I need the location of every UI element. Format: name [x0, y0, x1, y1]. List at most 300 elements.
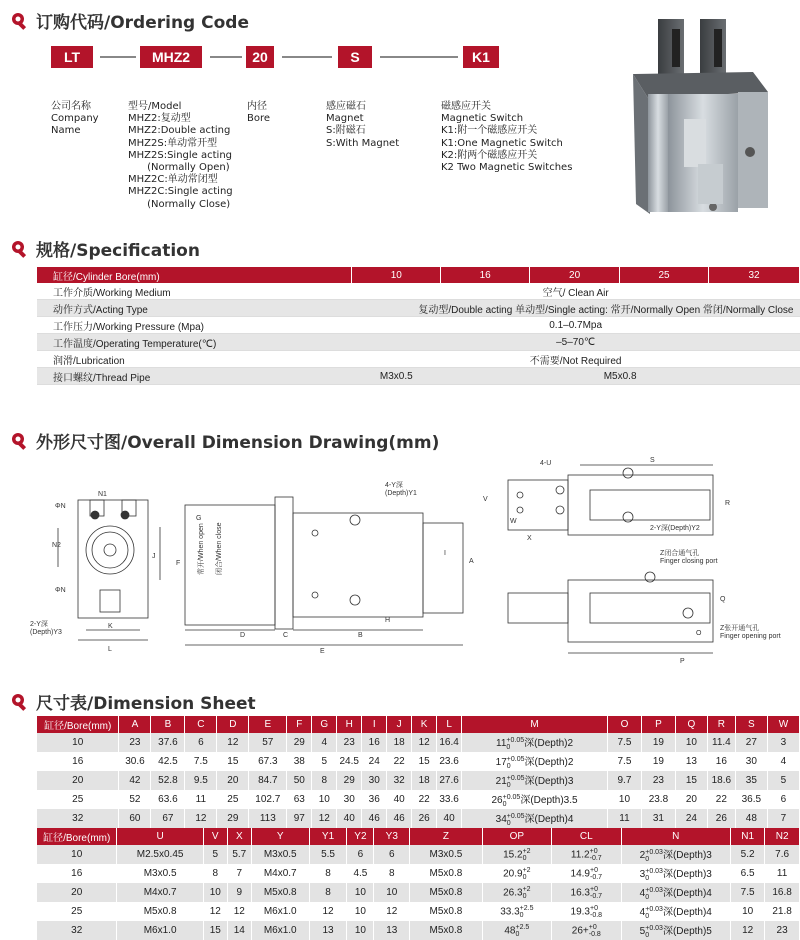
- dim-header-cell: J: [387, 716, 412, 733]
- tol-base: 48: [504, 925, 516, 937]
- dim-cell: 10: [203, 883, 227, 902]
- dim-cell: M4x0.7: [117, 883, 203, 902]
- code-dash: [100, 56, 136, 58]
- dim-cell: 10: [374, 883, 410, 902]
- dim-cell: 18: [412, 771, 437, 790]
- dim-cell: 15: [675, 771, 707, 790]
- tol-tail: 深(Depth)2: [524, 738, 574, 750]
- dim-cell: 19: [641, 733, 675, 752]
- magnet-desc: 感应磁石 Magnet S:附磁石 S:With Magnet: [326, 101, 400, 149]
- dim-cell: 33.6: [437, 790, 462, 809]
- switch-desc: 磁感应开关 Magnetic Switch K1:附一个磁感应开关 K1:One Magnetic Switch K2:附两个磁感应开关 K2 Two Magnetic Switches: [441, 101, 573, 174]
- tol-base: 3: [639, 869, 646, 881]
- dim-cell: 31: [641, 809, 675, 828]
- tol-upper: +0.05: [506, 736, 525, 744]
- tol-tail: 深(Depth)3: [662, 869, 712, 881]
- wrench-icon: [10, 431, 30, 451]
- dim-cell: 24.5: [337, 752, 362, 771]
- tol-base: 26+: [571, 925, 589, 937]
- label-when-open: 常开/When open: [198, 523, 205, 575]
- spec-row-label: 工作温度/Operating Temperature(℃): [37, 334, 352, 351]
- dim-header-cell: N: [621, 828, 731, 845]
- dim-cell: 23: [641, 771, 675, 790]
- tol-upper: +0: [590, 866, 598, 874]
- tol-base: 11: [496, 738, 507, 750]
- tol-tail: 深(Depth)2: [524, 757, 574, 769]
- dim-cell: 42.5: [151, 752, 185, 771]
- bore-desc: 内径 Bore: [247, 101, 271, 125]
- tol-lower: -0.8: [590, 911, 603, 919]
- tol-upper: +0.03: [645, 924, 663, 932]
- dim-cell-n: [621, 921, 731, 940]
- code-mhz2: MHZ2: [140, 46, 202, 68]
- dim-cell: 21.8: [765, 902, 800, 921]
- dim-cell: 6: [347, 845, 374, 864]
- tol-base: 4: [639, 888, 646, 900]
- tol-lower: 0: [506, 762, 511, 770]
- tol-upper: +0.03: [645, 848, 663, 856]
- code-bore: 20: [246, 46, 274, 68]
- dim-cell: 23: [337, 733, 362, 752]
- dim-cell: M3x0.5: [117, 864, 203, 883]
- dim-cell: 12: [185, 809, 217, 828]
- spec-row: [37, 300, 800, 317]
- dim-cell: 16: [362, 733, 387, 752]
- tol-base: 26.3: [503, 887, 523, 899]
- tol-upper: +0: [590, 904, 598, 912]
- tol-base: 5: [639, 926, 646, 938]
- label-v: V: [483, 496, 488, 503]
- dim-cell: 30: [362, 771, 387, 790]
- spec-title-text: 规格/Specification: [36, 241, 200, 261]
- dim-cell: 5.2: [731, 845, 765, 864]
- dim-cell: 46: [362, 809, 387, 828]
- label-f: F: [176, 560, 181, 567]
- wrench-icon: [10, 239, 30, 259]
- dim-cell: 10: [347, 921, 374, 940]
- dim-cell: 11: [607, 809, 641, 828]
- dim-cell: 19: [641, 752, 675, 771]
- dim-cell: M5x0.8: [251, 883, 309, 902]
- dim-cell: 27: [735, 733, 767, 752]
- wrench-icon: [10, 692, 30, 712]
- dim-cell: 36.5: [735, 790, 767, 809]
- tol-tail: 深(Depth)4: [662, 907, 712, 919]
- tolerance: [506, 737, 524, 751]
- tol-lower: 0: [506, 781, 511, 789]
- dim-cell: 7: [767, 809, 799, 828]
- dim-cell: M5x0.8: [410, 864, 482, 883]
- tolerance: [590, 867, 602, 881]
- dimension-row: [37, 771, 800, 790]
- dimension-table-2: [37, 828, 800, 940]
- tol-base: 26: [491, 795, 503, 807]
- tol-upper: +2: [522, 885, 531, 893]
- dim-cell: 13: [374, 921, 410, 940]
- dim-cell: 42: [119, 771, 151, 790]
- dim-cell: 7.6: [765, 845, 800, 864]
- dim-cell: 10: [347, 902, 374, 921]
- tol-upper: +2: [522, 847, 531, 855]
- dim-bore: 20: [37, 883, 117, 902]
- dim-cell: 4.5: [347, 864, 374, 883]
- dimension-table-1: [37, 716, 800, 828]
- dim-cell: 7.5: [731, 883, 765, 902]
- dimension-section-title: [10, 689, 256, 714]
- dim-cell: 15: [203, 921, 227, 940]
- dim-header-cell: R: [707, 716, 735, 733]
- dim-cell: 26: [707, 809, 735, 828]
- dim-cell-n: [621, 845, 731, 864]
- dim-cell: 11: [765, 864, 800, 883]
- tol-upper: +0: [590, 885, 598, 893]
- spec-bore: 25: [620, 267, 709, 283]
- dim-cell: 18: [387, 733, 412, 752]
- tolerance: [503, 794, 521, 808]
- tol-base: 20.9: [503, 868, 523, 880]
- dim-cell: 35: [735, 771, 767, 790]
- label-h: H: [385, 617, 391, 624]
- dim-header-cell: H: [337, 716, 362, 733]
- tol-lower: 0: [645, 855, 650, 863]
- code-magnet: S: [338, 46, 372, 68]
- dim-cell: 97: [287, 809, 312, 828]
- spec-row-label: 工作压力/Working Pressure (Mpa): [37, 317, 352, 334]
- label-k: K: [108, 623, 113, 630]
- dim-header-cell: V: [203, 828, 227, 845]
- tol-upper: +0.05: [506, 755, 525, 763]
- tol-upper: +0.05: [506, 812, 525, 820]
- dim-cell: 8: [203, 864, 227, 883]
- drawing-section-title: [10, 428, 439, 453]
- dim-cell: 8: [312, 771, 337, 790]
- dim-cell-n: [621, 883, 731, 902]
- dim-cell: 12: [309, 902, 347, 921]
- dim-cell: 8: [309, 883, 347, 902]
- dim-cell: 50: [287, 771, 312, 790]
- tol-lower: 0: [506, 743, 511, 751]
- dim-cell: 26: [412, 809, 437, 828]
- spec-row-label: 动作方式/Acting Type: [37, 300, 352, 317]
- dim-cell-op: [482, 845, 551, 864]
- dimension-row: [37, 790, 800, 809]
- dim-cell: 11: [185, 790, 217, 809]
- dim-cell: 10: [675, 733, 707, 752]
- tol-upper: +2.5: [515, 923, 530, 931]
- dim-cell: 30.6: [119, 752, 151, 771]
- tol-base: 17: [495, 757, 507, 769]
- dimension-row: [37, 752, 800, 771]
- dim-cell: 24: [362, 752, 387, 771]
- spec-row: [37, 283, 800, 300]
- tol-tail: 深(Depth)4: [524, 814, 574, 826]
- dim-cell: 67.3: [249, 752, 287, 771]
- tol-lower: -0.7: [589, 854, 602, 862]
- label-q: Q: [720, 596, 726, 603]
- dim-header-cell: N1: [731, 828, 765, 845]
- dim-cell: 22: [387, 752, 412, 771]
- label-j: J: [152, 553, 156, 560]
- dim-cell: M6x1.0: [117, 921, 203, 940]
- spec-row-value: –5–70℃: [352, 334, 800, 351]
- label-w: W: [510, 518, 517, 525]
- dim-cell: 7.5: [607, 752, 641, 771]
- dim-cell: 6: [185, 733, 217, 752]
- dim-cell-n: [621, 902, 731, 921]
- tol-lower: 0: [522, 873, 527, 881]
- dim-cell: M3x0.5: [410, 845, 482, 864]
- tolerance: [590, 848, 602, 862]
- dim-header-cell: N2: [765, 828, 800, 845]
- tol-lower: 0: [645, 931, 650, 939]
- label-zopen: Z张开通气孔 Finger opening port: [720, 625, 781, 640]
- tol-base: 21: [495, 776, 507, 788]
- spec-row-value: 0.1–0.7Mpa: [352, 317, 800, 334]
- code-switch: K1: [463, 46, 499, 68]
- tolerance: [523, 867, 531, 881]
- label-y3: 2-Y深(Depth)Y3: [30, 621, 62, 636]
- spec-bore: 20: [530, 267, 620, 283]
- dim-cell: 23: [119, 733, 151, 752]
- dim-cell: 29: [217, 809, 249, 828]
- dim-cell: 3: [767, 733, 799, 752]
- dim-cell: 6: [767, 790, 799, 809]
- label-n1: N1: [98, 491, 107, 498]
- dim-cell: 37.6: [151, 733, 185, 752]
- dim-cell: 4: [312, 733, 337, 752]
- dim-cell: 113: [249, 809, 287, 828]
- dim-cell: 5: [767, 771, 799, 790]
- dim-header-cell: K: [412, 716, 437, 733]
- tol-lower: 0: [502, 800, 507, 808]
- spec-row-label: 工作介质/Working Medium: [37, 283, 352, 300]
- tol-upper: +0: [589, 847, 598, 855]
- tolerance: [589, 924, 601, 938]
- dim-cell: 22: [707, 790, 735, 809]
- dim-cell: 9.5: [185, 771, 217, 790]
- dim-bore: 25: [37, 902, 117, 921]
- dimension-title-text: 尺寸表/Dimension Sheet: [36, 694, 256, 714]
- label-l: L: [108, 646, 112, 653]
- dim-header-cell: Y3: [374, 828, 410, 845]
- dim-header-cell: S: [735, 716, 767, 733]
- dimension-row: [37, 883, 800, 902]
- spec-bore: 10: [352, 267, 441, 283]
- dim-cell: 12: [731, 921, 765, 940]
- dim-cell: 29: [337, 771, 362, 790]
- dim-cell-op: [482, 921, 551, 940]
- dim-cell: 38: [287, 752, 312, 771]
- dim-cell: 7.5: [607, 733, 641, 752]
- dim-cell: 14: [227, 921, 251, 940]
- tolerance: [645, 925, 663, 939]
- dimension-row: [37, 864, 800, 883]
- dim-header-cell: W: [767, 716, 799, 733]
- dim-cell: 23.8: [641, 790, 675, 809]
- tol-upper: +0.03: [645, 886, 663, 894]
- label-d: D: [240, 632, 246, 639]
- dim-cell: 24: [675, 809, 707, 828]
- dim-cell-op: [482, 864, 551, 883]
- tol-base: 14.9: [570, 868, 590, 880]
- dim-bore: 10: [37, 845, 117, 864]
- dim-cell: 15: [412, 752, 437, 771]
- dim-header-cell: G: [312, 716, 337, 733]
- tol-base: 16.3: [570, 887, 590, 899]
- tol-lower: 0: [519, 911, 524, 919]
- dim-cell: M6x1.0: [251, 902, 309, 921]
- label-s: S: [650, 457, 655, 464]
- tolerance: [507, 775, 525, 789]
- dim-cell: 9.7: [607, 771, 641, 790]
- tol-base: 4: [639, 907, 646, 919]
- tolerance: [645, 887, 663, 901]
- tol-base: 11.2: [570, 849, 590, 861]
- dim-header-cell: Y1: [309, 828, 347, 845]
- tol-upper: +2: [522, 866, 531, 874]
- tolerance: [507, 813, 525, 827]
- dim-cell: 30: [337, 790, 362, 809]
- ordering-section-title: [10, 8, 249, 33]
- dim-cell-m: [462, 809, 608, 828]
- dim-bore: 32: [37, 921, 117, 940]
- spec-row-value: 复动型/Double acting 单动型/Single acting: 常开/Normally Open 常闭/Normally Close: [352, 300, 800, 317]
- dim-cell: 7.5: [185, 752, 217, 771]
- dim-cell-op: [482, 883, 551, 902]
- dim-cell-cl: [552, 864, 621, 883]
- dim-cell-m: [462, 733, 608, 752]
- spec-row-value: 空气/ Clean Air: [352, 283, 800, 300]
- label-y2: 2-Y深(Depth)Y2: [650, 525, 700, 532]
- dim-header-cell: CL: [552, 828, 621, 845]
- dim-cell: M4x0.7: [251, 864, 309, 883]
- dim-cell: 16.8: [765, 883, 800, 902]
- tol-upper: +2.5: [519, 904, 534, 912]
- dimension-row: [37, 902, 800, 921]
- dim-cell: 63.6: [151, 790, 185, 809]
- tolerance: [507, 756, 525, 770]
- tol-upper: +0.03: [645, 905, 663, 913]
- tolerance: [645, 849, 663, 863]
- code-dash: [282, 56, 332, 58]
- dim-cell: M2.5x0.45: [117, 845, 203, 864]
- dim-header-cell: P: [641, 716, 675, 733]
- wrench-icon: [10, 11, 30, 31]
- tolerance: [523, 848, 531, 862]
- dim-cell: 9: [227, 883, 251, 902]
- tolerance: [523, 886, 531, 900]
- dimension-row: [37, 921, 800, 940]
- dim-header-cell: D: [217, 716, 249, 733]
- dim-cell: 10: [347, 883, 374, 902]
- model-desc: 型号/Model MHZ2:复动型 MHZ2:Double acting MHZ2S:单动常开型 MHZ2S:Single acting (Normally Open) MHZ2C:单动常闭型 MHZ2C:Single acting (Normally Close): [128, 101, 233, 210]
- dim-bore: 16: [37, 864, 117, 883]
- spec-row: [37, 351, 800, 368]
- code-dash: [210, 56, 242, 58]
- dim-cell: 84.7: [249, 771, 287, 790]
- dim-cell: 67: [151, 809, 185, 828]
- dim-cell: M6x1.0: [251, 921, 309, 940]
- dim-cell: 23.6: [437, 752, 462, 771]
- dim-cell: 12: [203, 902, 227, 921]
- dim-cell: 23: [765, 921, 800, 940]
- tol-tail: 深(Depth)4: [662, 888, 712, 900]
- label-x: X: [527, 535, 532, 542]
- dim-header-cell: O: [607, 716, 641, 733]
- dim-cell-op: [482, 902, 551, 921]
- label-c: C: [283, 632, 289, 639]
- product-photo: [628, 14, 778, 224]
- dim-header-cell: 缸径/Bore(mm): [37, 716, 119, 733]
- dim-cell: 12: [227, 902, 251, 921]
- dim-cell: 4: [767, 752, 799, 771]
- tol-lower: 0: [645, 893, 650, 901]
- dim-cell: M5x0.8: [410, 902, 482, 921]
- dim-cell: 10: [312, 790, 337, 809]
- label-n-bottom: ΦN: [55, 587, 66, 594]
- dim-cell: 30: [735, 752, 767, 771]
- tol-upper: +0.03: [645, 867, 663, 875]
- tol-tail: 深(Depth)5: [662, 926, 712, 938]
- dim-header-cell: F: [287, 716, 312, 733]
- tol-tail: 深(Depth)3: [662, 850, 712, 862]
- tol-lower: -0.7: [590, 873, 603, 881]
- tolerance: [516, 924, 530, 938]
- spec-row: [37, 317, 800, 334]
- spec-thread-large: M5x0.8: [441, 368, 800, 385]
- spec-header-row: [37, 267, 800, 283]
- label-b: B: [358, 632, 363, 639]
- dim-cell: 5: [312, 752, 337, 771]
- tol-lower: 0: [645, 874, 650, 882]
- spec-row-label: 润滑/Lubrication: [37, 351, 352, 368]
- tol-base: 33.3: [500, 906, 520, 918]
- tolerance: [520, 905, 534, 919]
- dim-cell-m: [462, 771, 608, 790]
- dim-cell: 57: [249, 733, 287, 752]
- dim-cell: 52: [119, 790, 151, 809]
- dim-bore: 32: [37, 809, 119, 828]
- ordering-title-text: 订购代码/Ordering Code: [36, 13, 249, 33]
- drawing-title-text: 外形尺寸图/Overall Dimension Drawing(mm): [36, 433, 440, 453]
- label-i: I: [444, 550, 446, 557]
- tol-tail: 深(Depth)3: [524, 776, 574, 788]
- dimension-drawing: [0, 455, 800, 675]
- dim-cell: 10: [607, 790, 641, 809]
- spec-header-label: 缸径/Cylinder Bore(mm): [37, 267, 352, 283]
- dim-cell-cl: [552, 845, 621, 864]
- dim-cell: 15: [217, 752, 249, 771]
- tol-upper: +0: [588, 923, 597, 931]
- spec-row-label: 接口螺纹/Thread Pipe: [37, 368, 352, 385]
- dim-bore: 16: [37, 752, 119, 771]
- spec-row: [37, 368, 800, 385]
- label-n2: N2: [52, 542, 61, 549]
- label-e: E: [320, 648, 325, 655]
- dim-cell: 29: [287, 733, 312, 752]
- dim-header-cell: OP: [482, 828, 551, 845]
- dim-header-cell: B: [151, 716, 185, 733]
- dim-header-cell: E: [249, 716, 287, 733]
- dim-cell: 20: [217, 771, 249, 790]
- tol-base: 15.2: [503, 849, 523, 861]
- dim-cell: 46: [387, 809, 412, 828]
- dim-cell: M5x0.8: [117, 902, 203, 921]
- dim-cell: 18.6: [707, 771, 735, 790]
- code-lt: LT: [51, 46, 93, 68]
- spec-bore: 32: [709, 267, 800, 283]
- dim-header-cell: L: [437, 716, 462, 733]
